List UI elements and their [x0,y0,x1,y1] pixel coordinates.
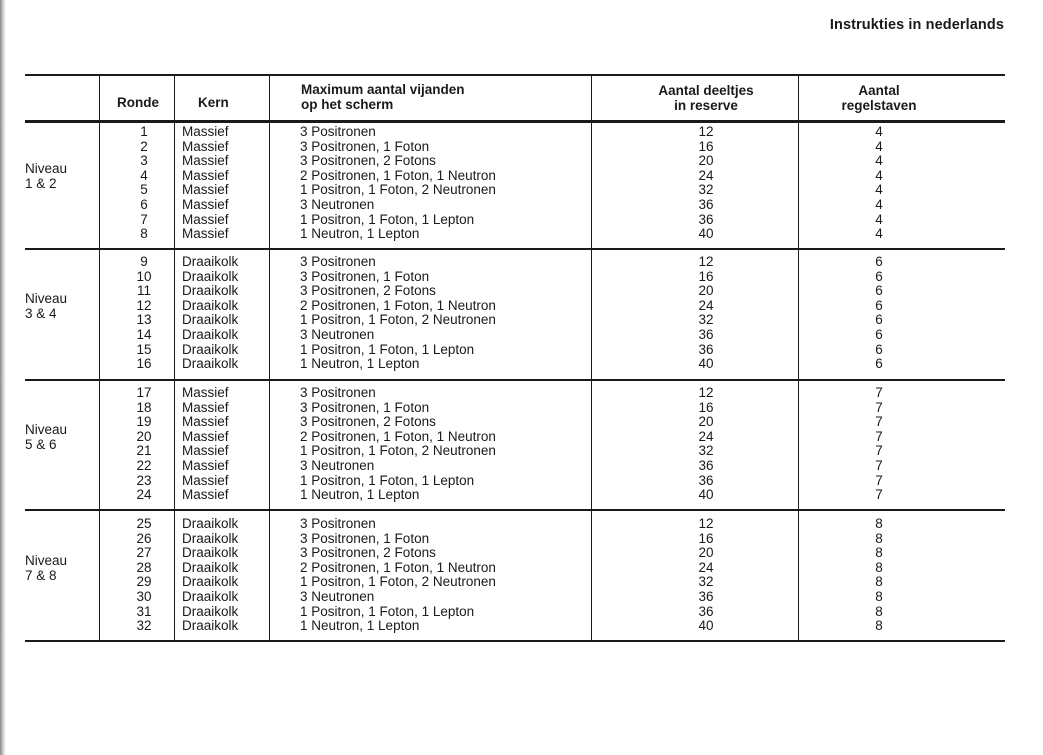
cell-kern: Draaikolk [182,297,239,313]
cell-kern: Draaikolk [182,618,239,634]
cell-kern: Draaikolk [182,254,239,269]
cell-control-rods: 8 [875,516,883,531]
cell-kern: Draaikolk [182,312,239,328]
cell-kern: Massief [182,196,229,212]
cell-reserve: 16 [698,530,714,546]
cell-reserve: 24 [698,167,714,183]
cell-ronde: 22 [136,457,152,473]
kern-column [182,517,238,634]
cell-kern: Massief [182,385,229,400]
cell-reserve: 40 [698,618,714,634]
max-enemies-column [300,255,496,372]
cell-reserve: 16 [698,399,714,415]
cell-kern: Massief [182,167,229,183]
cell-control-rods: 6 [875,326,883,342]
cell-max-enemies: 3 Positronen [300,124,376,139]
cell-control-rods: 7 [875,428,883,444]
cell-kern: Draaikolk [182,341,239,357]
cell-control-rods: 4 [875,138,883,154]
cell-ronde: 11 [136,283,151,299]
cell-ronde: 25 [136,516,152,531]
cell-ronde: 15 [136,341,152,357]
cell-max-enemies: 3 Positronen [300,254,376,269]
cell-reserve: 36 [698,457,714,473]
cell-ronde: 8 [140,226,148,242]
cell-reserve: 12 [698,385,714,400]
cell-ronde: 31 [136,603,152,619]
cell-ronde: 14 [136,326,152,342]
cell-reserve: 20 [698,414,714,430]
page-edge-shadow [0,0,6,755]
level-group-2 [0,252,1043,372]
cell-kern: Massief [182,399,229,415]
cell-kern: Massief [182,226,229,242]
control-rods-column [800,386,958,503]
control-rods-column [800,125,958,242]
cell-control-rods: 7 [875,385,883,400]
ronde-column [100,255,188,372]
cell-reserve: 32 [698,443,714,459]
cell-max-enemies: 3 Positronen [300,516,376,531]
cell-ronde: 32 [136,618,152,634]
cell-max-enemies: 2 Positronen, 1 Foton, 1 Neutron [300,167,496,183]
cell-max-enemies: 1 Positron, 1 Foton, 2 Neutronen [300,312,496,328]
cell-kern: Draaikolk [182,545,239,561]
cell-control-rods: 7 [875,457,883,473]
cell-ronde: 6 [140,196,148,212]
cell-max-enemies: 3 Positronen [300,385,376,400]
cell-reserve: 20 [698,283,714,299]
cell-kern: Massief [182,487,229,503]
level-group-3 [0,383,1043,503]
reserve-column [592,125,820,242]
cell-max-enemies: 1 Neutron, 1 Lepton [300,226,420,242]
header-ronde: Ronde [117,95,159,110]
cell-kern: Draaikolk [182,268,239,284]
cell-max-enemies: 3 Positronen, 2 Fotons [300,283,436,299]
cell-ronde: 10 [136,268,152,284]
cell-reserve: 16 [698,138,714,154]
cell-kern: Draaikolk [182,326,239,342]
cell-reserve: 32 [698,182,714,198]
cell-control-rods: 4 [875,182,883,198]
cell-kern: Massief [182,443,229,459]
cell-max-enemies: 1 Positron, 1 Foton, 2 Neutronen [300,182,496,198]
reserve-column [592,255,820,372]
cell-kern: Draaikolk [182,516,239,531]
level-label: Niveau 3 & 4 [25,291,68,321]
cell-reserve: 12 [698,124,714,139]
cell-max-enemies: 1 Positron, 1 Foton, 1 Lepton [300,603,475,619]
cell-max-enemies: 3 Neutronen [300,196,375,212]
cell-control-rods: 7 [875,443,883,459]
cell-control-rods: 6 [875,297,883,313]
cell-reserve: 24 [698,559,714,575]
cell-control-rods: 4 [875,226,883,242]
cell-ronde: 26 [136,530,152,546]
cell-ronde: 7 [140,211,148,227]
cell-kern: Massief [182,428,229,444]
cell-control-rods: 7 [875,414,883,430]
cell-max-enemies: 2 Positronen, 1 Foton, 1 Neutron [300,559,496,575]
cell-max-enemies: 1 Neutron, 1 Lepton [300,487,420,503]
cell-ronde: 12 [136,297,152,313]
cell-max-enemies: 3 Neutronen [300,326,375,342]
max-enemies-column [300,125,496,242]
cell-control-rods: 8 [875,588,883,604]
cell-kern: Draaikolk [182,283,239,299]
cell-kern: Massief [182,124,229,139]
cell-max-enemies: 3 Positronen, 2 Fotons [300,414,436,430]
cell-control-rods: 8 [875,559,883,575]
max-enemies-column [300,386,496,503]
cell-ronde: 1 [140,124,148,139]
level-label: Niveau 5 & 6 [25,422,68,452]
cell-ronde: 21 [136,443,152,459]
cell-ronde: 20 [136,428,152,444]
cell-kern: Massief [182,457,229,473]
cell-control-rods: 7 [875,399,883,415]
cell-max-enemies: 2 Positronen, 1 Foton, 1 Neutron [300,297,496,313]
cell-control-rods: 6 [875,268,883,284]
cell-ronde: 5 [140,182,148,198]
cell-ronde: 29 [136,574,152,590]
cell-reserve: 12 [698,254,714,269]
cell-max-enemies: 3 Positronen, 2 Fotons [300,153,436,169]
table-bottom-rule [25,640,1005,642]
header-reserve: Aantal deeltjes in reserve [658,83,754,113]
cell-ronde: 30 [136,588,152,604]
cell-kern: Draaikolk [182,356,239,372]
cell-reserve: 36 [698,341,714,357]
cell-kern: Draaikolk [182,603,239,619]
cell-reserve: 36 [698,603,714,619]
cell-reserve: 36 [698,211,714,227]
cell-max-enemies: 3 Positronen, 1 Foton [300,138,430,154]
cell-kern: Massief [182,138,229,154]
cell-kern: Draaikolk [182,588,239,604]
header-max-enemies: Maximum aantal vijanden op het scherm [301,82,465,112]
cell-max-enemies: 1 Positron, 1 Foton, 2 Neutronen [300,574,496,590]
cell-max-enemies: 1 Positron, 1 Foton, 1 Lepton [300,472,475,488]
cell-reserve: 24 [698,297,714,313]
cell-ronde: 23 [136,472,152,488]
cell-control-rods: 4 [875,167,883,183]
cell-max-enemies: 1 Neutron, 1 Lepton [300,356,420,372]
ronde-column [100,125,188,242]
cell-ronde: 17 [136,385,152,400]
reserve-column [592,386,820,503]
kern-column [182,386,229,503]
cell-reserve: 20 [698,545,714,561]
page-title: Instrukties in nederlands [829,17,1004,33]
ronde-column [100,517,188,634]
cell-kern: Massief [182,153,229,169]
cell-kern: Massief [182,414,229,430]
cell-ronde: 18 [136,399,152,415]
cell-ronde: 13 [136,312,152,328]
level-label: Niveau 1 & 2 [25,161,68,191]
cell-reserve: 40 [698,226,714,242]
cell-reserve: 36 [698,326,714,342]
cell-reserve: 16 [698,268,714,284]
cell-ronde: 28 [136,559,152,575]
cell-kern: Draaikolk [182,530,239,546]
cell-control-rods: 6 [875,356,883,372]
cell-max-enemies: 1 Positron, 1 Foton, 1 Lepton [300,211,475,227]
cell-max-enemies: 1 Positron, 1 Foton, 2 Neutronen [300,443,496,459]
cell-kern: Draaikolk [182,559,239,575]
cell-control-rods: 8 [875,530,883,546]
cell-max-enemies: 3 Neutronen [300,588,375,604]
cell-kern: Draaikolk [182,574,239,590]
cell-control-rods: 7 [875,487,883,503]
cell-reserve: 40 [698,356,714,372]
cell-ronde: 2 [140,138,148,154]
control-rods-column [800,517,958,634]
cell-max-enemies: 2 Positronen, 1 Foton, 1 Neutron [300,428,496,444]
cell-reserve: 36 [698,472,714,488]
cell-max-enemies: 3 Positronen, 1 Foton [300,268,430,284]
cell-kern: Massief [182,211,229,227]
table-top-rule [25,74,1005,76]
control-rods-column [800,255,958,372]
cell-max-enemies: 3 Neutronen [300,457,375,473]
cell-reserve: 24 [698,428,714,444]
cell-reserve: 36 [698,196,714,212]
cell-ronde: 3 [140,153,148,169]
cell-reserve: 12 [698,516,714,531]
cell-ronde: 27 [136,545,152,561]
level-group-4 [0,514,1043,634]
cell-ronde: 24 [136,487,152,503]
header-kern: Kern [198,95,229,110]
cell-reserve: 36 [698,588,714,604]
kern-column [182,125,229,242]
reserve-column [592,517,820,634]
group-divider [25,248,1005,250]
cell-reserve: 32 [698,312,714,328]
max-enemies-column [300,517,496,634]
cell-kern: Massief [182,182,229,198]
level-group-1 [0,122,1043,242]
cell-control-rods: 8 [875,618,883,634]
cell-reserve: 20 [698,153,714,169]
cell-max-enemies: 1 Positron, 1 Foton, 1 Lepton [300,341,475,357]
cell-control-rods: 6 [875,254,883,269]
cell-control-rods: 8 [875,545,883,561]
cell-control-rods: 4 [875,124,883,139]
cell-max-enemies: 3 Positronen, 2 Fotons [300,545,436,561]
cell-ronde: 4 [140,167,148,183]
level-label: Niveau 7 & 8 [25,553,68,583]
cell-control-rods: 4 [875,153,883,169]
cell-reserve: 32 [698,574,714,590]
cell-control-rods: 8 [875,603,883,619]
cell-ronde: 19 [136,414,152,430]
cell-kern: Massief [182,472,229,488]
cell-control-rods: 6 [875,312,883,328]
cell-max-enemies: 1 Neutron, 1 Lepton [300,618,420,634]
cell-control-rods: 4 [875,211,883,227]
cell-control-rods: 8 [875,574,883,590]
kern-column [182,255,238,372]
header-control-rods: Aantal regelstaven [841,83,917,113]
cell-control-rods: 4 [875,196,883,212]
cell-control-rods: 6 [875,283,883,299]
cell-max-enemies: 3 Positronen, 1 Foton [300,530,430,546]
group-divider [25,509,1005,511]
cell-ronde: 16 [136,356,152,372]
cell-control-rods: 6 [875,341,883,357]
cell-reserve: 40 [698,487,714,503]
ronde-column [100,386,188,503]
cell-max-enemies: 3 Positronen, 1 Foton [300,399,430,415]
cell-ronde: 9 [140,254,148,269]
group-divider [25,379,1005,381]
cell-control-rods: 7 [875,472,883,488]
